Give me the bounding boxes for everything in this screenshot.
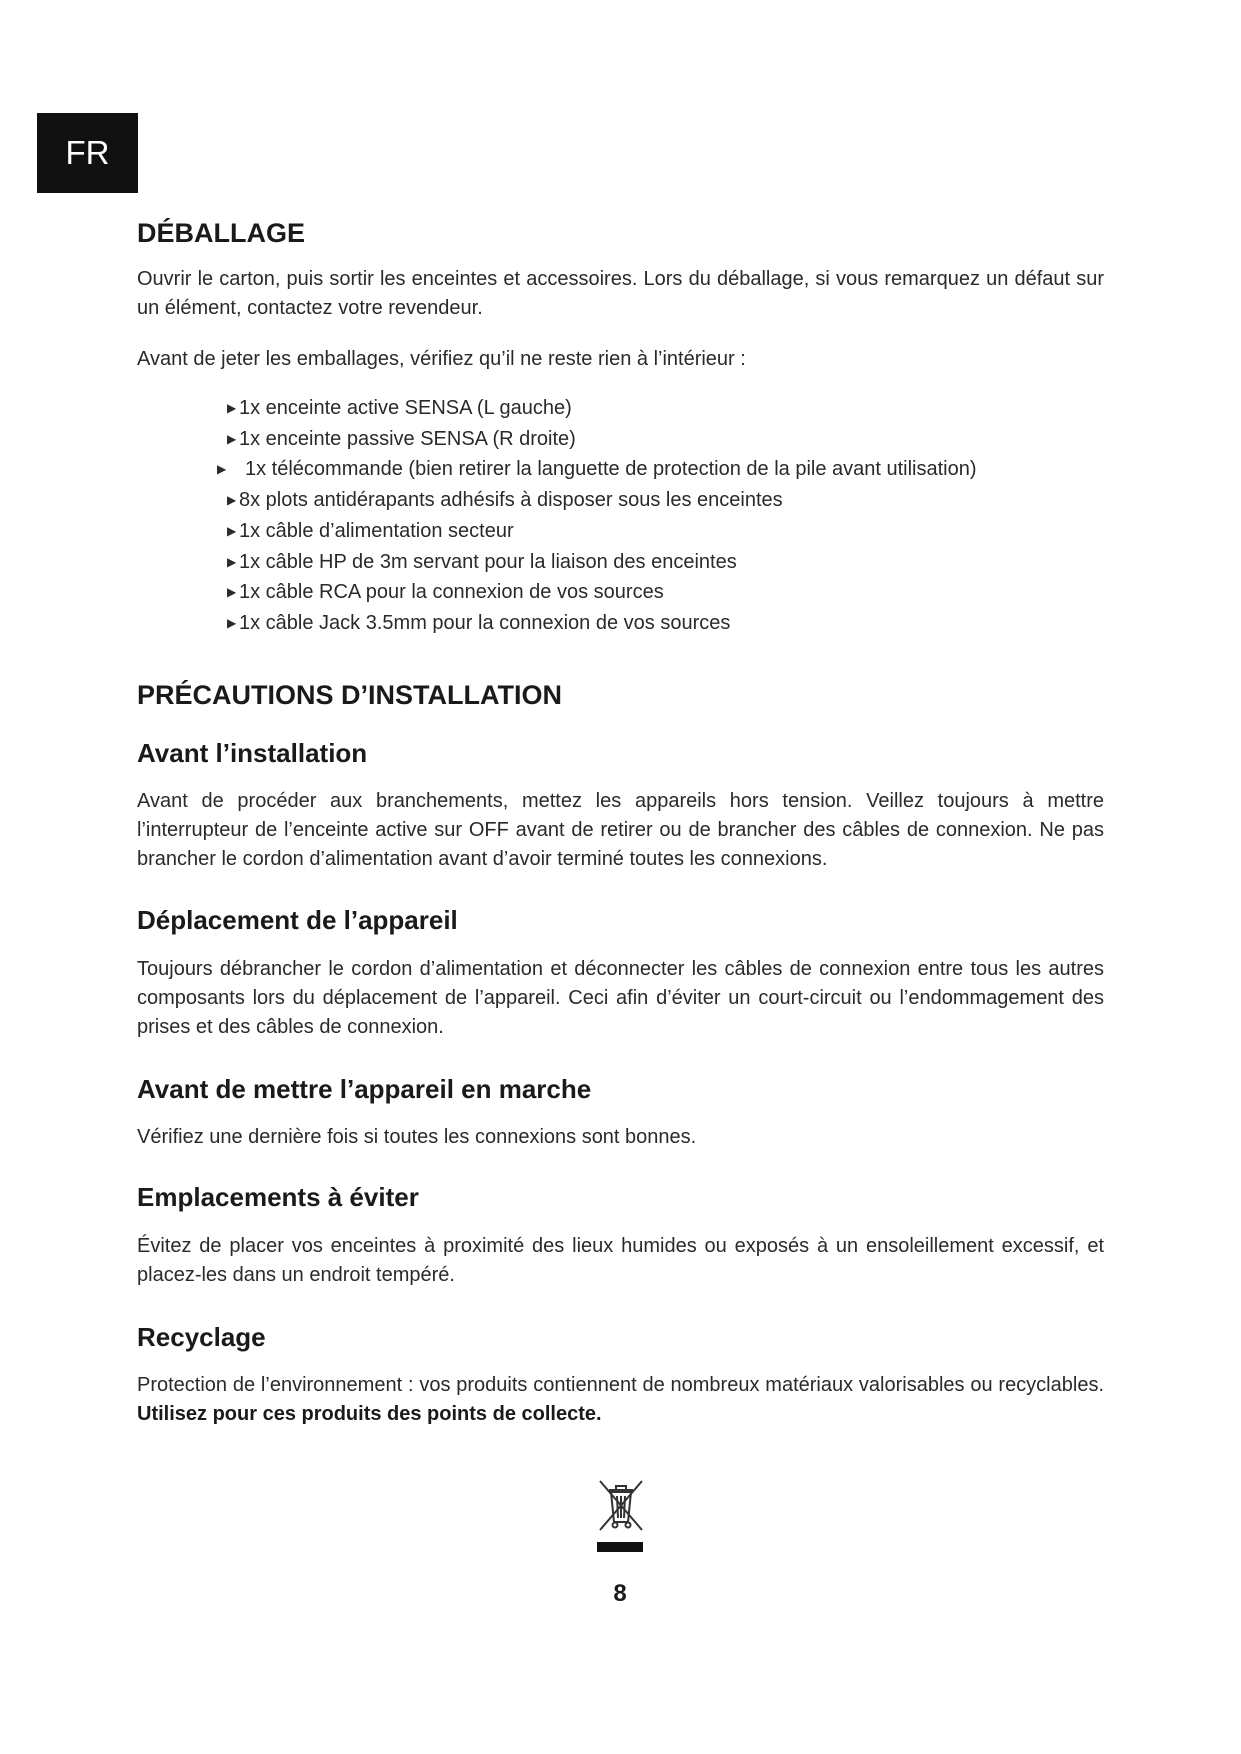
heading-recyclage: Recyclage [137,1322,266,1352]
text-mise-en-marche: Vérifiez une dernière fois si toutes les connexions sont bonnes. [137,1126,697,1148]
text-avant-installation: Avant de procéder aux branchements, mettez les appareils hors tension. Veillez toujours à mettre l’interrupteur de l’enceinte active sur OFF avant de retirer ou de brancher des câbles de connexion. Ne pas brancher le cordon d’alimentation avant d’avoir terminé toutes les connexions. [137,790,1104,870]
heading-emplacements: Emplacements à éviter [137,1182,419,1212]
deballage-intro: Ouvrir le carton, puis sortir les enceintes et accessoires. Lors du déballage, si vous remarquez un défaut sur un élément, contactez votre revendeur. [137,268,1104,319]
triangle-bullet-icon: ▶ [227,493,237,508]
triangle-bullet-icon: ▶ [227,554,237,569]
list-item: ▶ 1x enceinte passive SENSA (R droite) [227,424,1107,455]
triangle-bullet-icon: ▶ [217,462,227,477]
list-item: ▶ 1x câble HP de 3m servant pour la liaison des enceintes [227,547,1107,578]
text-deplacement: Toujours débrancher le cordon d’alimentation et déconnecter les câbles de connexion entre tous les autres composants lors du déplacement de l’appareil. Ceci afin d’éviter un court-circuit ou l’endommagement des prises et des câbles de connexion. [137,958,1104,1038]
text-recyclage: Protection de l’environnement : vos produits contiennent de nombreux matériaux valorisables ou recyclables. Utilisez pour ces produits des points de collecte. [137,1374,1104,1425]
language-tab: FR [37,113,138,193]
list-item: ▶ 1x câble Jack 3.5mm pour la connexion de vos sources [227,608,1107,639]
list-item: ▶ 1x câble RCA pour la connexion de vos sources [227,577,1107,608]
section-title-deballage: DÉBALLAGE [137,218,305,248]
section-title-precautions: PRÉCAUTIONS D’INSTALLATION [137,680,562,710]
triangle-bullet-icon: ▶ [227,431,237,446]
text-recyclage-bold: Utilisez pour ces produits des points de collecte. [137,1403,602,1425]
heading-avant-installation: Avant l’installation [137,738,368,768]
triangle-bullet-icon: ▶ [227,585,237,600]
heading-deplacement: Déplacement de l’appareil [137,905,458,935]
heading-mise-en-marche: Avant de mettre l’appareil en marche [137,1074,592,1104]
text-emplacements: Évitez de placer vos enceintes à proximité des lieux humides ou exposés à un ensoleillement excessif, et placez-les dans un endroit tempéré. [137,1235,1104,1286]
triangle-bullet-icon: ▶ [227,523,237,538]
list-item: ▶ 1x câble d’alimentation secteur [227,516,1107,547]
triangle-bullet-icon: ▶ [227,401,237,415]
weee-crossed-bin-icon [595,1478,645,1556]
contents-list [217,393,1107,639]
list-item: ▶ 1x enceinte active SENSA (L gauche) [227,393,1107,424]
list-item: ▶ 1x télécommande (bien retirer la languette de protection de la pile avant utilisation) [217,454,1107,485]
triangle-bullet-icon: ▶ [227,615,237,630]
deballage-check: Avant de jeter les emballages, vérifiez qu’il ne reste rien à l’intérieur : [137,348,746,370]
list-item: ▶ 8x plots antidérapants adhésifs à disposer sous les enceintes [227,485,1107,516]
page-number: 8 [613,1580,627,1607]
